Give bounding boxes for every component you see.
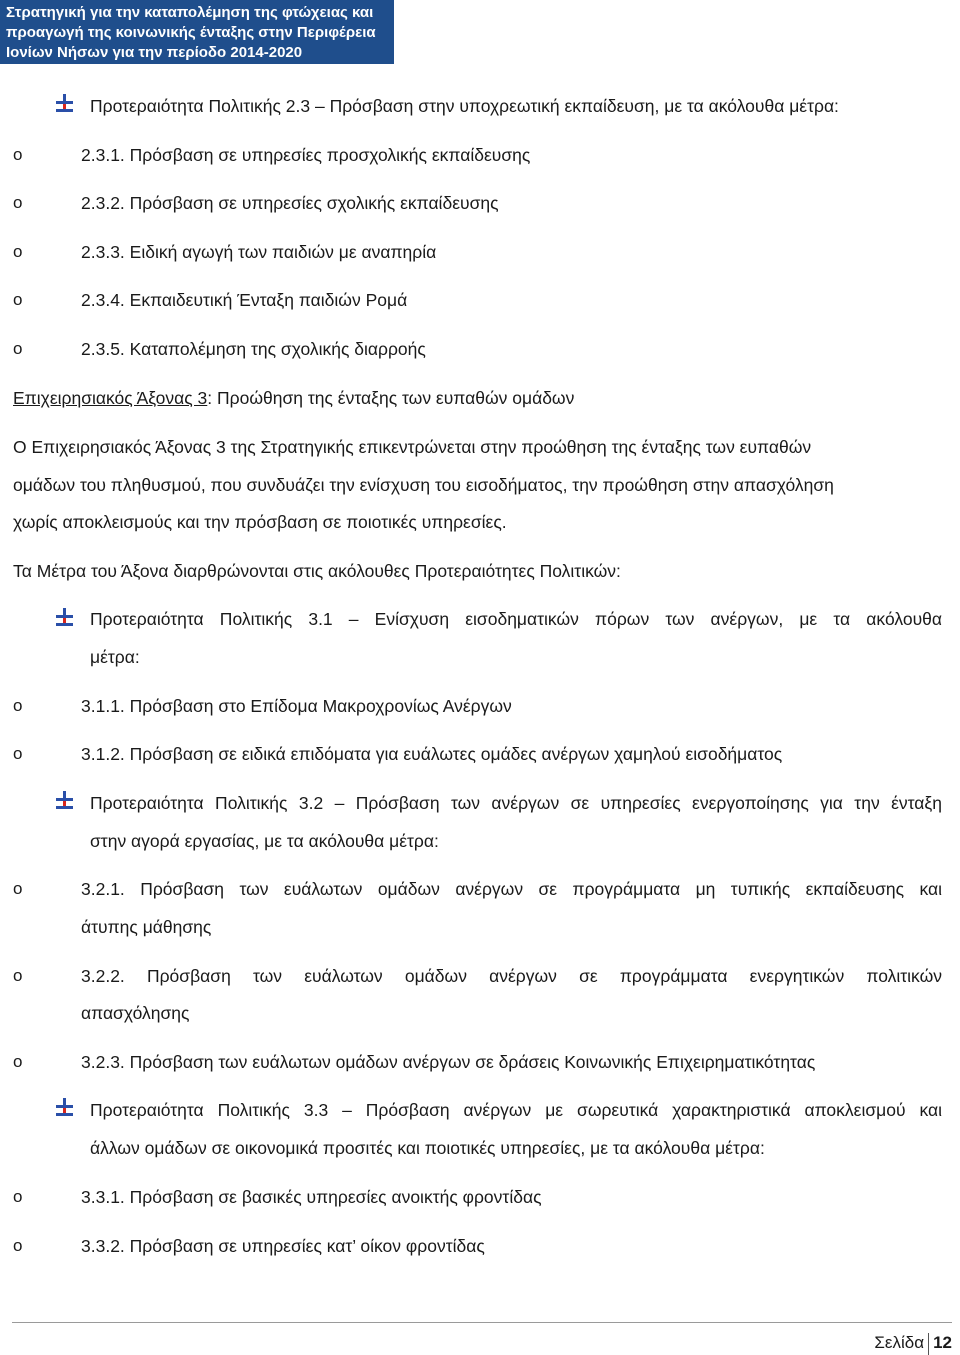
measure-3-2-2-line-1: 3.2.2. Πρόσβαση των ευάλωτων ομάδων ανέργων σε προγράμματα ενεργητικών πολιτικών — [81, 966, 942, 986]
measure-3-2-2-line-2: απασχόλησης — [81, 1003, 190, 1023]
measure-3-2-1-line-2: άτυπης μάθησης — [81, 917, 212, 937]
circle-bullet: o — [13, 339, 23, 358]
circle-bullet: o — [13, 242, 23, 261]
footer-rule — [12, 1322, 952, 1323]
page-footer — [874, 1331, 952, 1355]
measure-2-3-3: 2.3.3. Ειδική αγωγή των παιδιών με αναπηρία — [81, 242, 437, 262]
measure-2-3-1: 2.3.1. Πρόσβαση σε υπηρεσίες προσχολικής εκπαίδευσης — [81, 145, 531, 165]
page-number: 12 — [933, 1333, 952, 1352]
priority-bullet-icon — [54, 1098, 74, 1118]
axis-3-para-line-2: ομάδων του πληθυσμού, που συνδυάζει την ενίσχυση του εισοδήματος, την προώθηση στην απασχόληση — [13, 475, 834, 495]
priority-bullet-icon — [54, 608, 74, 628]
footer-separator — [928, 1333, 929, 1355]
circle-bullet: o — [13, 145, 23, 164]
priority-bullet-icon — [54, 94, 74, 114]
circle-bullet: o — [13, 193, 23, 212]
priority-3-2-title-line-2: στην αγορά εργασίας, με τα ακόλουθα μέτρα: — [90, 831, 439, 851]
measure-3-3-1: 3.3.1. Πρόσβαση σε βασικές υπηρεσίες ανοικτής φροντίδας — [81, 1187, 542, 1207]
priority-3-3-title-line-1: Προτεραιότητα Πολιτικής 3.3 – Πρόσβαση ανέργων με σωρευτικά χαρακτηριστικά αποκλεισμού και — [90, 1100, 942, 1120]
measure-3-1-2: 3.1.2. Πρόσβαση σε ειδικά επιδόματα για ευάλωτες ομάδες ανέργων χαμηλού εισοδήματος — [81, 744, 783, 764]
circle-bullet: o — [13, 744, 23, 763]
circle-bullet: o — [13, 696, 23, 715]
header-line-3: Ιονίων Νήσων για την περίοδο 2014-2020 — [6, 44, 303, 61]
axis-3-para-line-3: χωρίς αποκλεισμούς και την πρόσβαση σε ποιοτικές υπηρεσίες. — [13, 512, 507, 532]
measure-3-2-1-line-1: 3.2.1. Πρόσβαση των ευάλωτων ομάδων ανέργων σε προγράμματα μη τυπικής εκπαίδευσης και — [81, 879, 942, 899]
header-line-2: προαγωγή της κοινωνικής ένταξης στην Περιφέρεια — [6, 24, 376, 41]
measure-2-3-5: 2.3.5. Καταπολέμηση της σχολικής διαρροής — [81, 339, 426, 359]
circle-bullet: o — [13, 1236, 23, 1255]
circle-bullet: o — [13, 879, 23, 898]
circle-bullet: o — [13, 1187, 23, 1206]
priority-2-3-title: Προτεραιότητα Πολιτικής 2.3 – Πρόσβαση στην υποχρεωτική εκπαίδευση, με τα ακόλουθα μέτρα: — [90, 96, 839, 116]
axis-3-heading — [13, 386, 574, 410]
priority-3-2-title-line-1: Προτεραιότητα Πολιτικής 3.2 – Πρόσβαση των ανέργων σε υπηρεσίες ενεργοποίησης για την ένταξη — [90, 793, 942, 813]
measure-3-1-1: 3.1.1. Πρόσβαση στο Επίδομα Μακροχρονίως Ανέργων — [81, 696, 512, 716]
axis-3-heading-label: Επιχειρησιακός Άξονας 3 — [13, 388, 208, 408]
priority-3-1-title-line-2: μέτρα: — [90, 647, 140, 667]
measure-2-3-2: 2.3.2. Πρόσβαση σε υπηρεσίες σχολικής εκπαίδευσης — [81, 193, 499, 213]
circle-bullet: o — [13, 290, 23, 309]
page-label: Σελίδα — [874, 1333, 925, 1352]
circle-bullet: o — [13, 966, 23, 985]
priority-3-3-title-line-2: άλλων ομάδων σε οικονομικά προσιτές και ποιοτικές υπηρεσίες, με τα ακόλουθα μέτρα: — [90, 1138, 765, 1158]
circle-bullet: o — [13, 1052, 23, 1071]
priority-3-1-title-line-1: Προτεραιότητα Πολιτικής 3.1 – Ενίσχυση εισοδηματικών πόρων των ανέργων, με τα ακόλουθα — [90, 609, 942, 629]
axis-3-para-2: Τα Μέτρα του Άξονα διαρθρώνονται στις ακόλουθες Προτεραιότητες Πολιτικών: — [13, 561, 621, 581]
axis-3-heading-rest: : Προώθηση της ένταξης των ευπαθών ομάδων — [207, 388, 575, 408]
measure-2-3-4: 2.3.4. Εκπαιδευτική Ένταξη παιδιών Ρομά — [81, 290, 408, 310]
measure-3-3-2: 3.3.2. Πρόσβαση σε υπηρεσίες κατ’ οίκον φροντίδας — [81, 1236, 485, 1256]
header-line-1: Στρατηγική για την καταπολέμηση της φτώχειας και — [6, 4, 374, 21]
measure-3-2-3: 3.2.3. Πρόσβαση των ευάλωτων ομάδων ανέργων σε δράσεις Κοινωνικής Επιχειρηματικότητας — [81, 1052, 816, 1072]
priority-bullet-icon — [54, 791, 74, 811]
document-header — [0, 0, 394, 64]
axis-3-para-line-1: Ο Επιχειρησιακός Άξονας 3 της Στρατηγικής επικεντρώνεται στην προώθηση της ένταξης των ευπαθών — [13, 437, 812, 457]
